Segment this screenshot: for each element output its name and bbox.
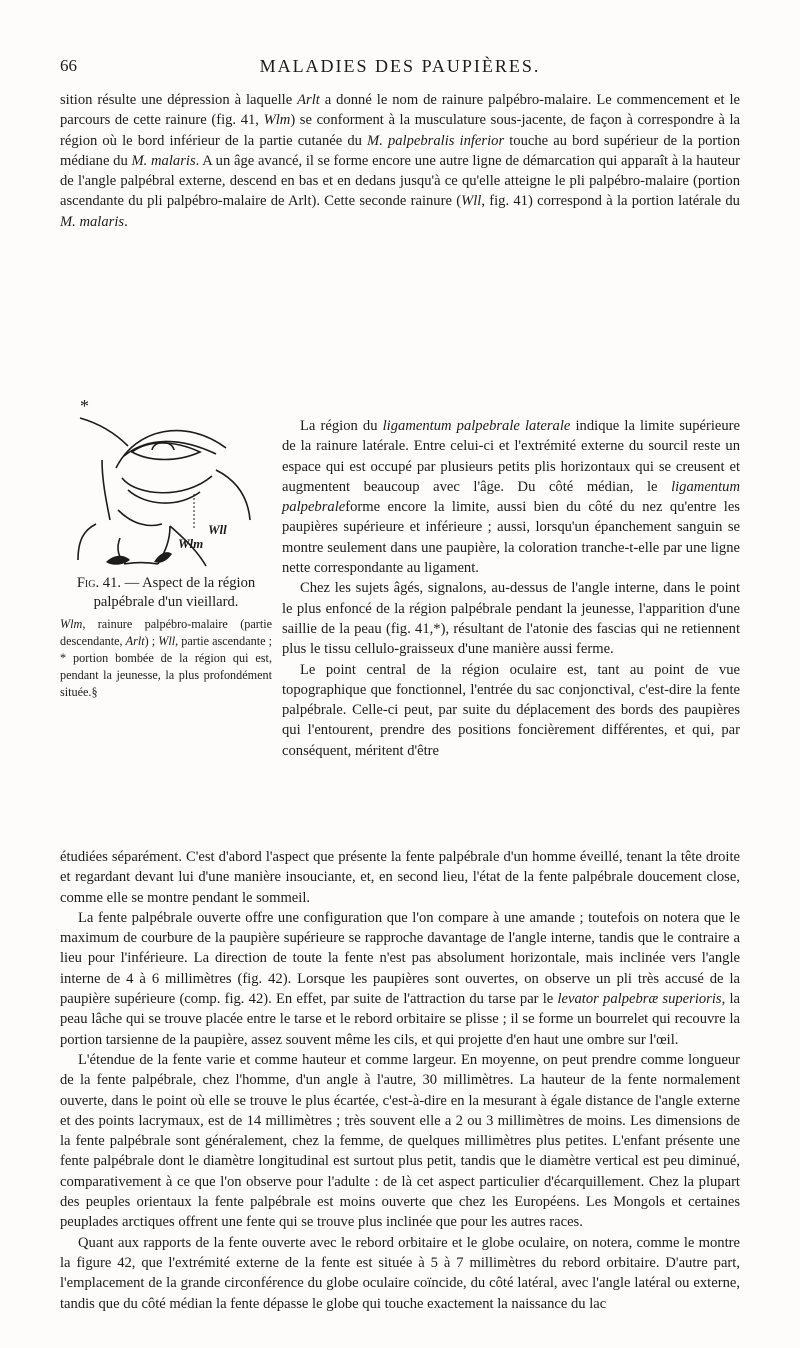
paragraph-3: Chez les sujets âgés, signalons, au-dessus de l'angle interne, dans le point le plus enfoncé de la région palpébrale pendant la jeunesse, l'apparition d'une saillie de la peau (fig. 41,*), résultant de l'atonie des fascias qui ne retiennent plus le tissu cellulo-graisseux d'une manière aussi ferme. bbox=[282, 580, 740, 658]
paragraph-7: Quant aux rapports de la fente ouverte avec le rebord orbitaire et le globe oculaire, on notera, comme le montre la figure 42, que l'extrémité externe de la fente est située à 5 à 7 millimètres du rebord orbitaire. D'autre part, l'emplacement de la grande circonférence du globe oculaire coïncide, du côté latéral, avec l'angle latéral ou externe, tandis que du côté médian la fente dépasse le globe qui touche exactement la naissance du lac bbox=[60, 1234, 740, 1312]
right-column bbox=[282, 416, 740, 761]
paragraph-4-end: étudiées séparément. C'est d'abord l'aspect que présente la fente palpébrale d'un homme éveillé, tenant la tête droite et regardant devant lui d'une manière insouciante, et, en second lieu, l'état de la fente palpébrale doucement close, comme elle se montre pendant le sommeil. bbox=[60, 849, 740, 906]
paragraph-6: L'étendue de la fente varie et comme hauteur et comme largeur. En moyenne, on peut prendre comme longueur de la fente palpébrale, chez l'homme, d'un angle à l'autre, 30 millimètres. La hauteur de la fente normalement ouverte, dans le point où elle se trouve le plus écartée, c'est-à-dire en la mesurant à égale distance de l'angle externe et des points lacrymaux, est de 14 millimètres ; très souvent elle a 2 ou 3 millimètres de moins. Les dimensions de la fente palpébrale sont généralement, chez la femme, de quelques millimètres plus petites. L'enfant présente une fente palpébrale dont le diamètre longitudinal est surtout plus petit, tandis que le diamètre vertical est peu diminué, comparativement à ce que l'on observe pour l'adulte : de là cet aspect particulier d'écarquillement. Chez la plupart des peuples orientaux la fente palpébrale est moins ouverte que chez les Européens. Les Mongols et certaines peuplades arctiques offrent une fente qui se trouve plus inclinée que pour les autres races. bbox=[60, 1051, 740, 1231]
figure-label-asterisk: * bbox=[80, 400, 89, 416]
figure-caption: Fig. 41. — Aspect de la région palpébrale d'un vieillard. bbox=[76, 575, 256, 610]
paragraph-1: sition résulte une dépression à laquelle Arlt a donné le nom de rainure palpébro-malaire. Le commencement et le parcours de cette rainure (fig. 41, Wlm) se conforment à la musculature sous-jacente, de façon à correspondre à la région où le bord inférieur de la partie cutanée du M. palpebralis inferior touche au bord supérieur de la portion médiane du M. malaris. A un âge avancé, il se forme encore une autre ligne de démarcation qui apparaît à la hauteur de l'angle palpébral externe, descend en bas et en dedans jusqu'à ce qu'elle atteigne le pli palpébro-malaire (portion ascendante du pli palpébro-malaire de Arlt). Cette seconde rainure (Wll, fig. 41) correspond à la portion latérale du M. malaris. bbox=[60, 92, 740, 230]
paragraph-5: La fente palpébrale ouverte offre une configuration que l'on compare à une amande ; toutefois on notera que le maximum de courbure de la paupière supérieure se rapproche davantage de l'angle interne, tandis que le contraire a lieu pour l'inférieure. La direction de toute la fente n'est pas absolument horizontale, mais inclinée vers l'angle interne de 4 à 6 millimètres (fig. 42). Lorsque les paupières sont ouvertes, on observe un pli très accusé de la paupière supérieure (comp. fig. 42). En effet, par suite de l'attraction du tarse par le levator palpebræ superioris, la peau lâche qui se trouve placée entre le tarse et le rebord orbitaire se plisse ; il se forme un bourrelet qui recouvre la portion tarsienne de la paupière, assez souvent même les cils, et qui projette d'en haut une ombre sur l'œil. bbox=[60, 909, 740, 1048]
eye-region-illustration bbox=[66, 400, 266, 570]
page-header bbox=[60, 56, 740, 80]
paragraph-4-start: Le point central de la région oculaire est, tant au point de vue topographique que fonctionnel, l'entrée du sac conjonctival, c'est-dire la fente palpébrale. Celle-ci peut, par suite du déplacement des bords des paupières qui l'entourent, prendre des positions foncièrement différentes, et qui, par conséquent, méritent d'être bbox=[282, 661, 740, 759]
figure-legend: Wlm, rainure palpébro-malaire (partie descendante, Arlt) ; Wll, partie ascendante ; * portion bombée de la région qui est, pendant la jeunesse, la plus profondément située.§ bbox=[60, 617, 272, 699]
running-title: MALADIES DES PAUPIÈRES. bbox=[259, 56, 541, 76]
figure-label-wll: Wll bbox=[208, 522, 227, 537]
page-number: 66 bbox=[60, 56, 77, 75]
main-text bbox=[60, 847, 740, 1314]
paragraph-2: La région du ligamentum palpebrale laterale indique la limite supérieure de la rainure latérale. Entre celui-ci et l'extrémité externe du sourcil reste un espace qui est occupé par plusieurs petits plis horizontaux qui se creusent et augmentent beaucoup avec l'âge. Du côté médian, le ligamentum palpebraleforme encore la limite, aussi bien du côté du nez qu'entre les paupières supérieure et inférieure ; aussi, lorsqu'un épanchement sanguin se montre seulement dans une paupière, la coloration tranche-t-elle par une ligne nette correspondante au ligament. bbox=[282, 418, 740, 577]
figure-41 bbox=[60, 400, 272, 701]
figure-label-wlm: Wlm bbox=[178, 536, 204, 551]
